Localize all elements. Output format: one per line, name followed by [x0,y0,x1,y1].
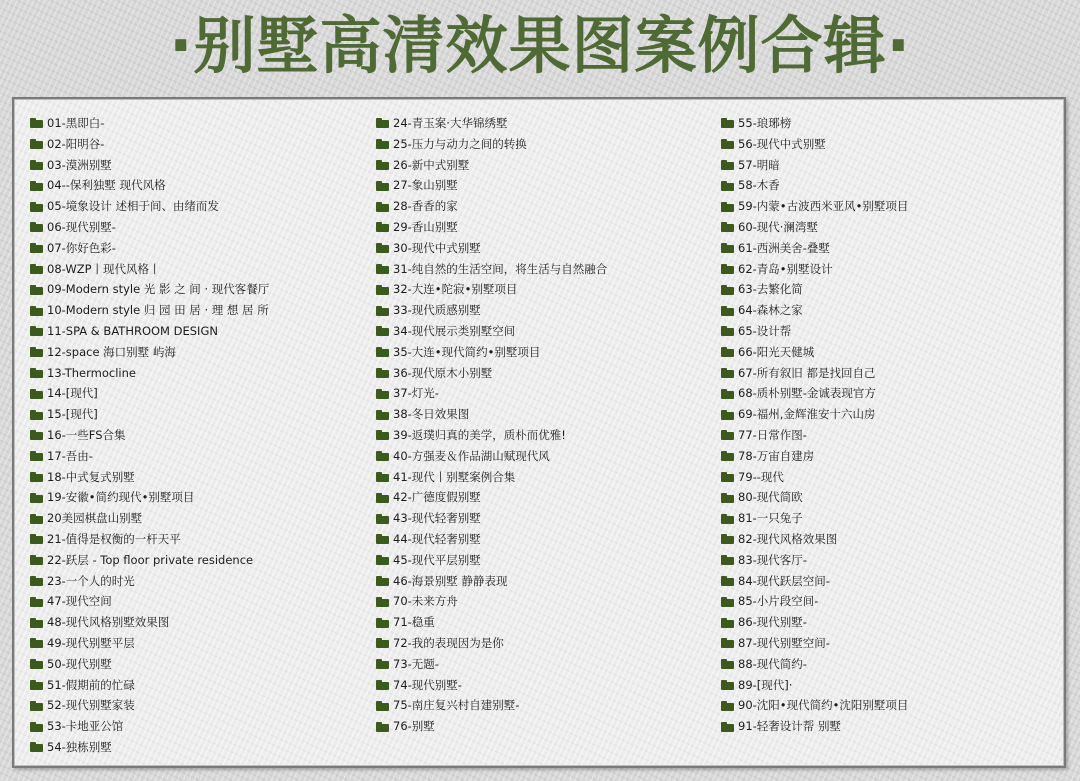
folder-icon [376,576,389,586]
folder-item-label: 21-值得是权衡的一杆天平 [47,531,181,546]
folder-item-label: 64-森林之家 [738,303,803,318]
folder-item[interactable] [721,196,908,217]
folder-column-3 [721,113,908,737]
folder-item[interactable] [721,134,908,155]
folder-item[interactable] [30,633,269,654]
folder-item[interactable] [30,446,269,467]
folder-item[interactable] [30,113,269,134]
folder-item-label: 56-现代中式别墅 [738,136,826,151]
folder-item-label: 58-木香 [738,178,780,193]
folder-item[interactable] [30,487,269,508]
folder-item[interactable] [30,675,269,696]
folder-item-label: 27-象山别墅 [393,178,458,193]
folder-item-label: 91-轻奢设计帮 别墅 [738,719,841,734]
folder-item[interactable] [721,508,908,529]
folder-icon [376,347,389,357]
folder-item-label: 67-所有叙旧 都是找回自己 [738,365,876,380]
folder-item[interactable] [30,467,269,488]
folder-item-label: 36-现代原木小别墅 [393,365,493,380]
folder-item[interactable] [721,654,908,675]
folder-item-label: 82-现代风格效果图 [738,531,838,546]
folder-item-label: 04--保利独墅 现代风格 [47,178,166,193]
folder-item-label: 42-广德度假别墅 [393,490,481,505]
folder-item[interactable] [376,571,607,592]
folder-item-label: 68-质朴别墅-金诚表现官方 [738,386,876,401]
folder-item-label: 02-阳明谷- [47,136,105,151]
folder-icon [30,326,43,336]
folder-item[interactable] [376,508,607,529]
folder-icon [721,326,734,336]
folder-icon [376,285,389,295]
folder-item[interactable] [30,196,269,217]
folder-item-label: 48-现代风格别墅效果图 [47,615,170,630]
folder-icon [30,243,43,253]
folder-item-label: 09-Modern style 光 影 之 间 · 现代客餐厅 [47,282,270,297]
folder-icon [721,576,734,586]
folder-item-label: 35-大连•现代简约•别墅项目 [393,344,541,359]
folder-item[interactable] [721,529,908,550]
folder-item[interactable] [376,300,607,321]
folder-item-label: 57-明暗 [738,157,780,172]
folder-icon [30,597,43,607]
folder-item-label: 86-现代别墅- [738,615,807,630]
folder-item-label: 01-黑即白- [47,116,105,130]
folder-item[interactable] [721,259,908,280]
folder-item-label: 43-现代轻奢别墅 [393,511,481,526]
folder-item[interactable] [721,342,908,363]
folder-item-label: 76-别墅 [393,719,435,734]
folder-item[interactable] [30,363,269,384]
folder-item-label: 31-纯自然的生活空间，将生活与自然融合 [393,261,608,276]
folder-icon [721,389,734,399]
folder-item-label: 26-新中式别墅 [393,157,470,172]
folder-icon [376,160,389,170]
folder-icon [30,222,43,232]
folder-item-label: 29-香山别墅 [393,219,458,234]
folder-icon [30,389,43,399]
folder-item-label: 22-跃层 - Top floor private residence [47,552,254,567]
folder-column-1 [30,113,269,758]
folder-icon [30,659,43,669]
folder-item[interactable] [376,321,607,342]
folder-item-label: 90-沈阳•现代简约•沈阳别墅项目 [738,698,909,713]
folder-item-label: 74-现代别墅- [393,677,462,692]
folder-icon [376,514,389,524]
folder-icon [721,430,734,440]
folder-icon [721,118,734,128]
folder-item[interactable] [376,446,607,467]
folder-item-label: 44-现代轻奢别墅 [393,531,481,546]
folder-icon [721,722,734,732]
folder-item-label: 60-现代·澜湾墅 [738,219,818,234]
folder-item-label: 30-现代中式别墅 [393,240,481,255]
folder-item-label: 34-现代展示类别墅空间 [393,323,516,338]
folder-item[interactable] [30,321,269,342]
folder-icon [721,555,734,565]
folder-item-label: 49-现代别墅平层 [47,635,135,650]
folder-icon [30,701,43,711]
folder-item-label: 19-安徽•简约现代•别墅项目 [47,490,195,505]
folder-icon [376,202,389,212]
folder-icon [30,347,43,357]
folder-icon [376,451,389,461]
folder-icon [376,430,389,440]
folder-item-label: 41-现代丨别墅案例合集 [393,469,516,484]
folder-icon [376,555,389,565]
folder-item-label: 87-现代别墅空间- [738,635,830,650]
folder-item-label: 81-一只兔子 [738,511,803,526]
folder-icon [376,597,389,607]
folder-item[interactable] [30,529,269,550]
folder-item[interactable] [721,217,908,238]
folder-item-label: 79--现代 [738,469,784,484]
folder-item-label: 20美园棋盘山别墅 [47,511,143,526]
folder-item[interactable] [376,196,607,217]
page-title: ·别墅高清效果图案例合辑· [168,9,912,82]
folder-icon [721,243,734,253]
folder-item-label: 06-现代别墅- [47,219,116,234]
folder-item[interactable] [376,259,607,280]
folder-item[interactable] [30,550,269,571]
folder-item[interactable] [376,279,607,300]
folder-item-label: 65-设计帮 [738,323,792,338]
folder-item-label: 39-返璞归真的美学，质朴而优雅! [393,427,566,442]
folder-icon [721,534,734,544]
folder-item-label: 13-Thermocline [47,365,136,380]
folder-icon [30,202,43,212]
folder-item[interactable] [376,383,607,404]
folder-item-label: 32-大连•陀寂•别墅项目 [393,282,518,297]
folder-item[interactable] [721,571,908,592]
folder-item[interactable] [30,300,269,321]
folder-item[interactable] [376,695,607,716]
folder-item[interactable] [30,695,269,716]
folder-item[interactable] [721,446,908,467]
folder-item-label: 17-吾由- [47,448,93,463]
folder-icon [30,410,43,420]
folder-icon [376,659,389,669]
folder-item-label: 25-压力与动力之间的转换 [393,136,527,151]
folder-item-label: 45-现代平层别墅 [393,552,481,567]
folder-item-label: 80-现代简欧 [738,490,803,505]
folder-item-label: 10-Modern style 归 园 田 居 · 理 想 居 所 [47,303,269,318]
folder-item[interactable] [721,633,908,654]
folder-item-label: 07-你好色彩- [47,240,116,255]
folder-item-label: 51-假期前的忙碌 [47,677,135,692]
folder-item[interactable] [721,550,908,571]
folder-icon [30,451,43,461]
folder-item-label: 71-稳重 [393,615,435,630]
folder-icon [376,389,389,399]
folder-item-label: 46-海景别墅 静静表现 [393,573,508,588]
folder-item[interactable] [30,571,269,592]
folder-icon [721,160,734,170]
folder-icon [30,555,43,565]
folder-item-label: 77-日常作图- [738,427,807,442]
folder-icon [30,514,43,524]
folder-icon [30,534,43,544]
folder-item[interactable] [721,321,908,342]
folder-item[interactable] [30,383,269,404]
folder-icon [376,306,389,316]
folder-icon [30,285,43,295]
folder-item-label: 12-space 海口别墅 屿海 [47,344,176,359]
folder-item-label: 05-境象设计 述相于间、由绪而发 [47,199,219,214]
folder-icon [30,306,43,316]
folder-item-label: 52-现代别墅家装 [47,698,135,713]
folder-item[interactable] [30,612,269,633]
folder-item[interactable] [721,487,908,508]
folder-item[interactable] [30,279,269,300]
folder-item-label: 69-福州,金辉淮安十六山房 [738,407,876,422]
folder-item-label: 28-香香的家 [393,199,458,214]
folder-icon [721,680,734,690]
folder-item-label: 47-现代空间 [47,594,112,609]
folder-item-label: 14-[现代] [47,386,98,401]
folder-item-label: 40-方强麦＆作品湖山赋现代风 [393,448,550,463]
folder-icon [30,722,43,732]
folder-item[interactable] [30,508,269,529]
folder-item-label: 53-卡地亚公馆 [47,719,124,734]
folder-item-label: 37-灯光- [393,386,439,401]
folder-item[interactable] [30,134,269,155]
folder-item[interactable] [376,633,607,654]
folder-item[interactable] [30,716,269,737]
folder-item[interactable] [376,113,607,134]
folder-item[interactable] [376,425,607,446]
folder-icon [30,742,43,752]
folder-item-label: 50-现代别墅 [47,656,112,671]
folder-item[interactable] [30,404,269,425]
folder-icon [376,326,389,336]
folder-icon [376,410,389,420]
folder-icon [376,638,389,648]
folder-icon [721,451,734,461]
folder-item[interactable] [30,238,269,259]
folder-item-label: 89-[现代]· [738,677,793,692]
folder-item-label: 61-西洲美舍-叠墅 [738,240,830,255]
folder-icon [376,264,389,274]
folder-item[interactable] [376,404,607,425]
folder-icon [721,139,734,149]
folder-item[interactable] [721,155,908,176]
folder-item[interactable] [721,175,908,196]
folder-item-label: 38-冬日效果图 [393,407,470,422]
folder-item-label: 11-SPA & BATHROOM DESIGN [47,323,218,338]
folder-item[interactable] [721,716,908,737]
folder-item[interactable] [30,217,269,238]
folder-column-2 [376,113,607,737]
folder-item-label: 85-小片段空间- [738,594,819,609]
folder-icon [376,618,389,628]
folder-icon [30,493,43,503]
folder-icon [376,222,389,232]
folder-icon [721,202,734,212]
folder-item[interactable] [376,550,607,571]
folder-icon [376,368,389,378]
folder-icon [721,285,734,295]
folder-item[interactable] [376,238,607,259]
folder-item-label: 55-琅琊榜 [738,116,792,130]
folder-item[interactable] [30,259,269,280]
folder-item-label: 59-内蒙•古波西米亚风•别墅项目 [738,199,909,214]
folder-icon [376,534,389,544]
folder-icon [30,118,43,128]
folder-item[interactable] [376,675,607,696]
folder-icon [721,472,734,482]
folder-icon [30,264,43,274]
folder-item[interactable] [376,134,607,155]
folder-item-label: 83-现代客厅- [738,552,807,567]
folder-item-label: 15-[现代] [47,407,98,422]
folder-item[interactable] [721,591,908,612]
folder-icon [721,514,734,524]
folder-icon [30,430,43,440]
folder-item-label: 70-未来方舟 [393,594,458,609]
folder-icon [30,638,43,648]
folder-item-label: 63-去繁化简 [738,282,803,297]
folder-item[interactable] [721,238,908,259]
folder-icon [721,222,734,232]
folder-icon [30,139,43,149]
folder-item[interactable] [376,155,607,176]
folder-icon [376,243,389,253]
folder-item[interactable] [376,217,607,238]
folder-item-label: 88-现代简约- [738,656,807,671]
folder-icon [721,597,734,607]
folder-item[interactable] [721,363,908,384]
folder-icon [721,701,734,711]
folder-icon [30,618,43,628]
folder-item[interactable] [30,175,269,196]
folder-icon [721,638,734,648]
folder-icon [376,472,389,482]
folder-item[interactable] [721,612,908,633]
folder-item-label: 23-一个人的时光 [47,573,135,588]
folder-item[interactable] [721,300,908,321]
folder-item[interactable] [376,591,607,612]
folder-icon [721,493,734,503]
folder-icon [721,181,734,191]
folder-item[interactable] [376,487,607,508]
folder-icon [30,680,43,690]
folder-item-label: 03-漠洲别墅 [47,157,112,172]
folder-icon [376,722,389,732]
folder-icon [376,118,389,128]
folder-item[interactable] [721,279,908,300]
folder-item-label: 72-我的表现因为是你 [393,635,504,650]
folder-item[interactable] [721,675,908,696]
folder-icon [721,618,734,628]
folder-item[interactable] [721,425,908,446]
folder-item[interactable] [30,654,269,675]
folder-item-label: 54-独栋别墅 [47,739,112,754]
folder-item[interactable] [721,383,908,404]
folder-icon [376,680,389,690]
folder-icon [30,368,43,378]
folder-item[interactable] [376,654,607,675]
folder-item[interactable] [721,695,908,716]
folder-item[interactable] [376,342,607,363]
folder-item[interactable] [376,363,607,384]
folder-icon [721,347,734,357]
folder-icon [376,701,389,711]
folder-item[interactable] [376,467,607,488]
folder-icon [376,181,389,191]
folder-icon [30,472,43,482]
folder-list-panel [12,97,1066,768]
folder-item-label: 18-中式复式别墅 [47,469,135,484]
folder-item-label: 08-WZP丨现代风格丨 [47,261,161,276]
folder-icon [721,410,734,420]
folder-item[interactable] [30,425,269,446]
folder-item[interactable] [721,467,908,488]
folder-item-label: 84-现代跃层空间- [738,573,830,588]
folder-item-label: 73-无题- [393,656,439,671]
folder-item-label: 62-青岛•别墅设计 [738,261,833,276]
folder-icon [721,306,734,316]
folder-item[interactable] [30,737,269,758]
folder-item[interactable] [376,175,607,196]
folder-item-label: 75-南庄复兴村自建别墅- [393,698,520,713]
folder-item[interactable] [721,113,908,134]
folder-item-label: 78-万宙自建房 [738,448,815,463]
folder-item-label: 33-现代质感别墅 [393,303,481,318]
folder-item-label: 66-阳光天健城 [738,344,815,359]
folder-item[interactable] [376,612,607,633]
folder-item[interactable] [30,591,269,612]
folder-item[interactable] [721,404,908,425]
folder-item[interactable] [30,342,269,363]
folder-icon [376,139,389,149]
folder-item[interactable] [30,155,269,176]
folder-item[interactable] [376,716,607,737]
folder-icon [376,493,389,503]
folder-icon [721,264,734,274]
folder-item-label: 16-一些FS合集 [47,427,126,442]
folder-item[interactable] [376,529,607,550]
folder-icon [721,659,734,669]
folder-icon [721,368,734,378]
folder-icon [30,576,43,586]
folder-item-label: 24-青玉案·大华锦绣墅 [393,116,508,130]
folder-icon [30,160,43,170]
folder-icon [30,181,43,191]
